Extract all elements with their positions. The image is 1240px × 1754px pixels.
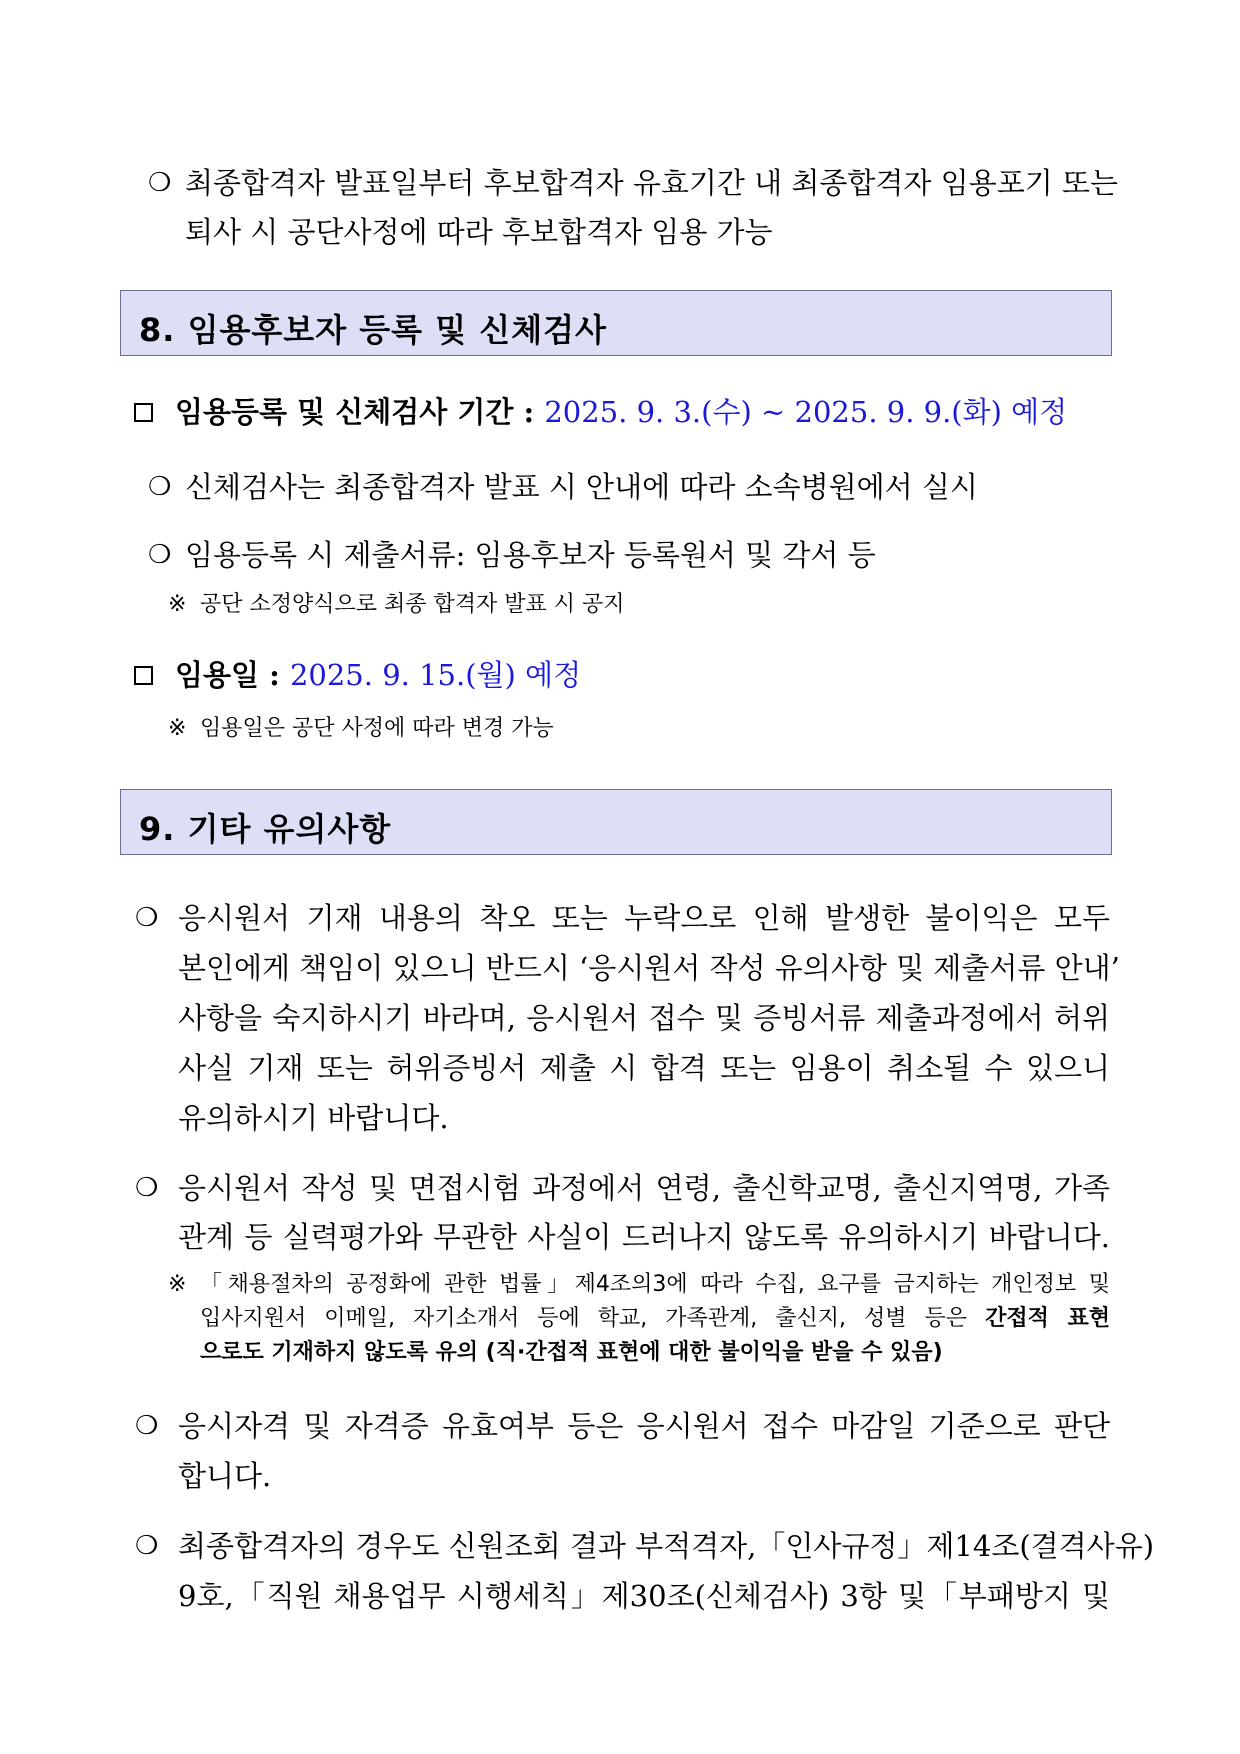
- section8-item1: 신체검사는 최종합격자 발표 시 안내에 따라 소속병원에서 실시: [185, 470, 978, 504]
- p1-line3: 사항을 숙지하시기 바라며, 응시원서 접수 및 증빙서류 제출과정에서 허위: [178, 1001, 1110, 1035]
- note-mark-icon: ※: [168, 592, 187, 617]
- section-8-header: [120, 290, 1112, 356]
- circle-bullet-icon: ❍: [135, 1411, 159, 1441]
- p4-line1: 최종합격자의 경우도 신원조회 결과 부적격자,「인사규정」제14조(결격사유): [178, 1529, 1155, 1563]
- p2-note-line2: [200, 1308, 1110, 1330]
- p2-line1: 응시원서 작성 및 면접시험 과정에서 연령, 출신학교명, 출신지역명, 가족: [178, 1171, 1110, 1205]
- p2-line2: 관계 등 실력평가와 무관한 사실이 드러나지 않도록 유의하시기 바랍니다.: [178, 1220, 1110, 1254]
- p4-line2: 9호,「직원 채용업무 시행세칙」제30조(신체검사) 3항 및「부패방지 및: [178, 1579, 1110, 1613]
- appointment-row: [175, 658, 582, 692]
- p1-line4: 사실 기재 또는 허위증빙서 제출 시 합격 또는 임용이 취소될 수 있으니: [178, 1051, 1110, 1085]
- p1-line2: 본인에게 책임이 있으니 반드시 ‘응시원서 작성 유의사항 및 제출서류 안내’: [178, 951, 1120, 985]
- section-9-title: 9. 기타 유의사항: [139, 810, 392, 848]
- p2-note-line1: 「채용절차의 공정화에 관한 법률」제4조의3에 따라 수집, 요구를 금지하는 개인정보 및: [200, 1272, 1110, 1297]
- p1-line1: 응시원서 기재 내용의 착오 또는 누락으로 인해 발생한 불이익은 모두: [178, 901, 1110, 935]
- section-9-header: [120, 789, 1112, 855]
- square-bullet-icon: [134, 403, 153, 422]
- appointment-label: 임용일 :: [175, 658, 290, 692]
- circle-bullet-icon: ❍: [135, 903, 159, 933]
- top-item-line2: 퇴사 시 공단사정에 따라 후보합격자 임용 가능: [185, 215, 773, 249]
- section8-item2: 임용등록 시 제출서류: 임용후보자 등록원서 및 각서 등: [185, 538, 876, 572]
- p2-note-line2-plain: 입사지원서 이메일, 자기소개서 등에 학교, 가족관계, 출신지, 성별 등은: [200, 1306, 986, 1331]
- circle-bullet-icon: ❍: [135, 1173, 159, 1203]
- p1-line5: 유의하시기 바랍니다.: [178, 1101, 449, 1135]
- square-bullet-icon: [134, 666, 153, 685]
- section-8-title: 8. 임용후보자 등록 및 신체검사: [139, 311, 607, 349]
- p2-note-line3: 으로도 기재하지 않도록 유의 (직·간접적 표현에 대한 불이익을 받을 수 있음): [200, 1340, 943, 1365]
- circle-bullet-icon: ❍: [148, 540, 172, 570]
- circle-bullet-icon: ❍: [148, 168, 172, 198]
- circle-bullet-icon: ❍: [135, 1531, 159, 1561]
- circle-bullet-icon: ❍: [148, 472, 172, 502]
- section8-note2: 임용일은 공단 사정에 따라 변경 가능: [200, 716, 554, 741]
- period-value: 2025. 9. 3.(수) ~ 2025. 9. 9.(화) 예정: [544, 395, 1068, 429]
- period-row: [175, 395, 1068, 429]
- p3-line1: 응시자격 및 자격증 유효여부 등은 응시원서 접수 마감일 기준으로 판단: [178, 1409, 1110, 1443]
- top-item-line1: 최종합격자 발표일부터 후보합격자 유효기간 내 최종합격자 임용포기 또는: [185, 166, 1118, 200]
- period-label: 임용등록 및 신체검사 기간 :: [175, 395, 545, 429]
- p3-line2: 합니다.: [178, 1459, 272, 1493]
- note-mark-icon: ※: [168, 716, 187, 741]
- p2-note-line2-bold: 간접적 표현: [985, 1306, 1110, 1331]
- section8-note1: 공단 소정양식으로 최종 합격자 발표 시 공지: [200, 592, 625, 617]
- note-mark-icon: ※: [168, 1272, 187, 1297]
- appointment-value: 2025. 9. 15.(월) 예정: [289, 658, 582, 692]
